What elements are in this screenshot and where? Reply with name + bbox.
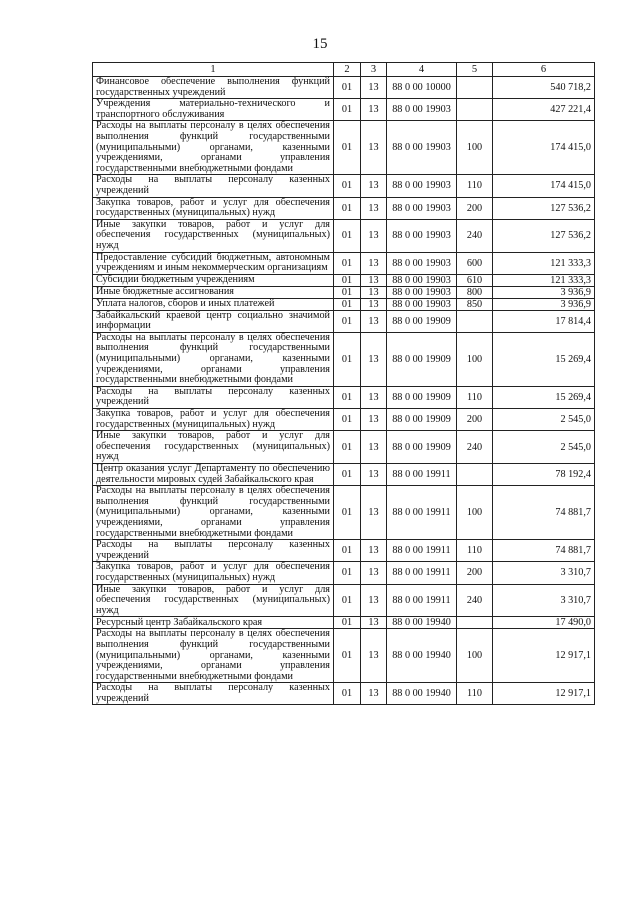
table-row xyxy=(93,219,595,252)
row-section: 01 xyxy=(334,286,361,298)
row-expense-type: 100 xyxy=(457,486,493,540)
row-section: 01 xyxy=(334,386,361,408)
row-expense-type: 240 xyxy=(457,219,493,252)
row-section: 01 xyxy=(334,629,361,683)
row-name: Предоставление субсидий бюджетным, автономным учреждениям и иным некоммерческим организациям xyxy=(93,252,334,274)
row-amount: 174 415,0 xyxy=(493,121,595,175)
row-subsection: 13 xyxy=(361,298,387,310)
row-section: 01 xyxy=(334,486,361,540)
row-subsection: 13 xyxy=(361,252,387,274)
row-section: 01 xyxy=(334,540,361,562)
row-section: 01 xyxy=(334,197,361,219)
row-name: Центр оказания услуг Департаменту по обеспечению деятельности мировых судей Забайкальского края xyxy=(93,464,334,486)
row-amount: 74 881,7 xyxy=(493,486,595,540)
row-expense-type xyxy=(457,77,493,99)
row-amount: 17 814,4 xyxy=(493,310,595,332)
row-section: 01 xyxy=(334,77,361,99)
row-subsection: 13 xyxy=(361,274,387,286)
row-target-article: 88 0 00 19903 xyxy=(387,175,457,197)
row-amount: 174 415,0 xyxy=(493,175,595,197)
table-row xyxy=(93,562,595,584)
row-expense-type xyxy=(457,99,493,121)
row-amount: 121 333,3 xyxy=(493,252,595,274)
row-target-article: 88 0 00 19903 xyxy=(387,274,457,286)
table-row xyxy=(93,99,595,121)
row-section: 01 xyxy=(334,298,361,310)
row-amount: 17 490,0 xyxy=(493,617,595,629)
table-row xyxy=(93,286,595,298)
table-row xyxy=(93,486,595,540)
table-row xyxy=(93,409,595,431)
table-row xyxy=(93,629,595,683)
table-row xyxy=(93,197,595,219)
table-row xyxy=(93,584,595,617)
header-col-4: 4 xyxy=(387,63,457,77)
row-amount: 427 221,4 xyxy=(493,99,595,121)
row-target-article: 88 0 00 19911 xyxy=(387,584,457,617)
table-row xyxy=(93,274,595,286)
row-name: Расходы на выплаты персоналу казенных учреждений xyxy=(93,683,334,705)
row-subsection: 13 xyxy=(361,310,387,332)
row-target-article: 88 0 00 10000 xyxy=(387,77,457,99)
table-row xyxy=(93,540,595,562)
row-target-article: 88 0 00 19909 xyxy=(387,431,457,464)
row-subsection: 13 xyxy=(361,617,387,629)
row-expense-type: 600 xyxy=(457,252,493,274)
row-target-article: 88 0 00 19909 xyxy=(387,310,457,332)
row-subsection: 13 xyxy=(361,286,387,298)
header-col-5: 5 xyxy=(457,63,493,77)
row-subsection: 13 xyxy=(361,562,387,584)
row-target-article: 88 0 00 19903 xyxy=(387,298,457,310)
table-row xyxy=(93,431,595,464)
row-subsection: 13 xyxy=(361,386,387,408)
row-expense-type xyxy=(457,464,493,486)
row-expense-type: 100 xyxy=(457,629,493,683)
header-col-2: 2 xyxy=(334,63,361,77)
row-amount: 3 936,9 xyxy=(493,298,595,310)
row-subsection: 13 xyxy=(361,121,387,175)
table-row xyxy=(93,464,595,486)
row-subsection: 13 xyxy=(361,683,387,705)
row-expense-type: 610 xyxy=(457,274,493,286)
row-section: 01 xyxy=(334,683,361,705)
row-amount: 540 718,2 xyxy=(493,77,595,99)
row-expense-type: 100 xyxy=(457,332,493,386)
row-name: Иные бюджетные ассигнования xyxy=(93,286,334,298)
row-target-article: 88 0 00 19940 xyxy=(387,617,457,629)
row-name: Забайкальский краевой центр социально значимой информации xyxy=(93,310,334,332)
table-row xyxy=(93,310,595,332)
row-name: Закупка товаров, работ и услуг для обеспечения государственных (муниципальных) нужд xyxy=(93,409,334,431)
row-subsection: 13 xyxy=(361,219,387,252)
row-name: Иные закупки товаров, работ и услуг для обеспечения государственных (муниципальных) нужд xyxy=(93,584,334,617)
table-row xyxy=(93,252,595,274)
row-section: 01 xyxy=(334,175,361,197)
row-amount: 3 310,7 xyxy=(493,584,595,617)
row-amount: 121 333,3 xyxy=(493,274,595,286)
table-row xyxy=(93,121,595,175)
row-subsection: 13 xyxy=(361,197,387,219)
row-name: Ресурсный центр Забайкальского края xyxy=(93,617,334,629)
row-name: Расходы на выплаты персоналу в целях обеспечения выполнения функций государственными (муниципальными) органами, казенными учреждениями, органами управления государственными внебюджетными фондами xyxy=(93,629,334,683)
header-col-3: 3 xyxy=(361,63,387,77)
row-target-article: 88 0 00 19903 xyxy=(387,219,457,252)
row-section: 01 xyxy=(334,121,361,175)
row-amount: 15 269,4 xyxy=(493,332,595,386)
row-section: 01 xyxy=(334,409,361,431)
row-expense-type xyxy=(457,310,493,332)
table-row xyxy=(93,617,595,629)
row-section: 01 xyxy=(334,274,361,286)
row-expense-type: 110 xyxy=(457,540,493,562)
row-target-article: 88 0 00 19909 xyxy=(387,386,457,408)
budget-table xyxy=(92,62,595,705)
row-amount: 127 536,2 xyxy=(493,219,595,252)
row-expense-type: 110 xyxy=(457,386,493,408)
row-subsection: 13 xyxy=(361,540,387,562)
row-section: 01 xyxy=(334,584,361,617)
row-amount: 12 917,1 xyxy=(493,629,595,683)
row-name: Иные закупки товаров, работ и услуг для обеспечения государственных (муниципальных) нужд xyxy=(93,431,334,464)
row-name: Финансовое обеспечение выполнения функций государственных учреждений xyxy=(93,77,334,99)
row-amount: 3 936,9 xyxy=(493,286,595,298)
table-row xyxy=(93,175,595,197)
row-name: Закупка товаров, работ и услуг для обеспечения государственных (муниципальных) нужд xyxy=(93,197,334,219)
row-subsection: 13 xyxy=(361,175,387,197)
row-target-article: 88 0 00 19940 xyxy=(387,629,457,683)
row-name: Расходы на выплаты персоналу казенных учреждений xyxy=(93,175,334,197)
page-number: 15 xyxy=(312,36,328,52)
row-amount: 3 310,7 xyxy=(493,562,595,584)
row-target-article: 88 0 00 19903 xyxy=(387,99,457,121)
row-target-article: 88 0 00 19940 xyxy=(387,683,457,705)
row-amount: 74 881,7 xyxy=(493,540,595,562)
header-col-1: 1 xyxy=(93,63,334,77)
row-target-article: 88 0 00 19911 xyxy=(387,486,457,540)
row-subsection: 13 xyxy=(361,464,387,486)
row-section: 01 xyxy=(334,310,361,332)
row-subsection: 13 xyxy=(361,332,387,386)
row-subsection: 13 xyxy=(361,99,387,121)
row-name: Субсидии бюджетным учреждениям xyxy=(93,274,334,286)
row-expense-type: 110 xyxy=(457,683,493,705)
table-row xyxy=(93,298,595,310)
table-row xyxy=(93,683,595,705)
row-subsection: 13 xyxy=(361,629,387,683)
row-expense-type: 200 xyxy=(457,197,493,219)
table-header-row xyxy=(93,63,595,77)
row-name: Расходы на выплаты персоналу в целях обеспечения выполнения функций государственными (муниципальными) органами, казенными учреждениями, органами управления государственными внебюджетными фондами xyxy=(93,486,334,540)
row-target-article: 88 0 00 19903 xyxy=(387,252,457,274)
row-subsection: 13 xyxy=(361,584,387,617)
row-expense-type: 200 xyxy=(457,409,493,431)
row-name: Иные закупки товаров, работ и услуг для обеспечения государственных (муниципальных) нужд xyxy=(93,219,334,252)
row-name: Закупка товаров, работ и услуг для обеспечения государственных (муниципальных) нужд xyxy=(93,562,334,584)
row-target-article: 88 0 00 19911 xyxy=(387,540,457,562)
row-target-article: 88 0 00 19903 xyxy=(387,121,457,175)
row-section: 01 xyxy=(334,464,361,486)
row-target-article: 88 0 00 19909 xyxy=(387,409,457,431)
row-section: 01 xyxy=(334,562,361,584)
row-amount: 2 545,0 xyxy=(493,409,595,431)
row-target-article: 88 0 00 19903 xyxy=(387,197,457,219)
table-row xyxy=(93,386,595,408)
row-expense-type xyxy=(457,617,493,629)
row-amount: 15 269,4 xyxy=(493,386,595,408)
row-name: Расходы на выплаты персоналу казенных учреждений xyxy=(93,540,334,562)
row-expense-type: 200 xyxy=(457,562,493,584)
row-name: Расходы на выплаты персоналу казенных учреждений xyxy=(93,386,334,408)
row-section: 01 xyxy=(334,332,361,386)
row-expense-type: 800 xyxy=(457,286,493,298)
row-section: 01 xyxy=(334,99,361,121)
row-name: Учреждения материально-технического и транспортного обслуживания xyxy=(93,99,334,121)
row-target-article: 88 0 00 19909 xyxy=(387,332,457,386)
row-subsection: 13 xyxy=(361,431,387,464)
row-amount: 2 545,0 xyxy=(493,431,595,464)
row-name: Расходы на выплаты персоналу в целях обеспечения выполнения функций государственными (муниципальными) органами, казенными учреждениями, органами управления государственными внебюджетными фондами xyxy=(93,332,334,386)
row-expense-type: 100 xyxy=(457,121,493,175)
row-subsection: 13 xyxy=(361,409,387,431)
table-row xyxy=(93,77,595,99)
row-expense-type: 110 xyxy=(457,175,493,197)
row-subsection: 13 xyxy=(361,486,387,540)
row-name: Уплата налогов, сборов и иных платежей xyxy=(93,298,334,310)
row-target-article: 88 0 00 19911 xyxy=(387,562,457,584)
row-amount: 127 536,2 xyxy=(493,197,595,219)
row-amount: 78 192,4 xyxy=(493,464,595,486)
row-section: 01 xyxy=(334,219,361,252)
row-expense-type: 850 xyxy=(457,298,493,310)
row-section: 01 xyxy=(334,431,361,464)
row-amount: 12 917,1 xyxy=(493,683,595,705)
row-section: 01 xyxy=(334,252,361,274)
row-expense-type: 240 xyxy=(457,584,493,617)
row-target-article: 88 0 00 19911 xyxy=(387,464,457,486)
table-row xyxy=(93,332,595,386)
row-section: 01 xyxy=(334,617,361,629)
table-body xyxy=(93,77,595,705)
row-target-article: 88 0 00 19903 xyxy=(387,286,457,298)
row-expense-type: 240 xyxy=(457,431,493,464)
row-name: Расходы на выплаты персоналу в целях обеспечения выполнения функций государственными (муниципальными) органами, казенными учреждениями, органами управления государственными внебюджетными фондами xyxy=(93,121,334,175)
row-subsection: 13 xyxy=(361,77,387,99)
header-col-6: 6 xyxy=(493,63,595,77)
